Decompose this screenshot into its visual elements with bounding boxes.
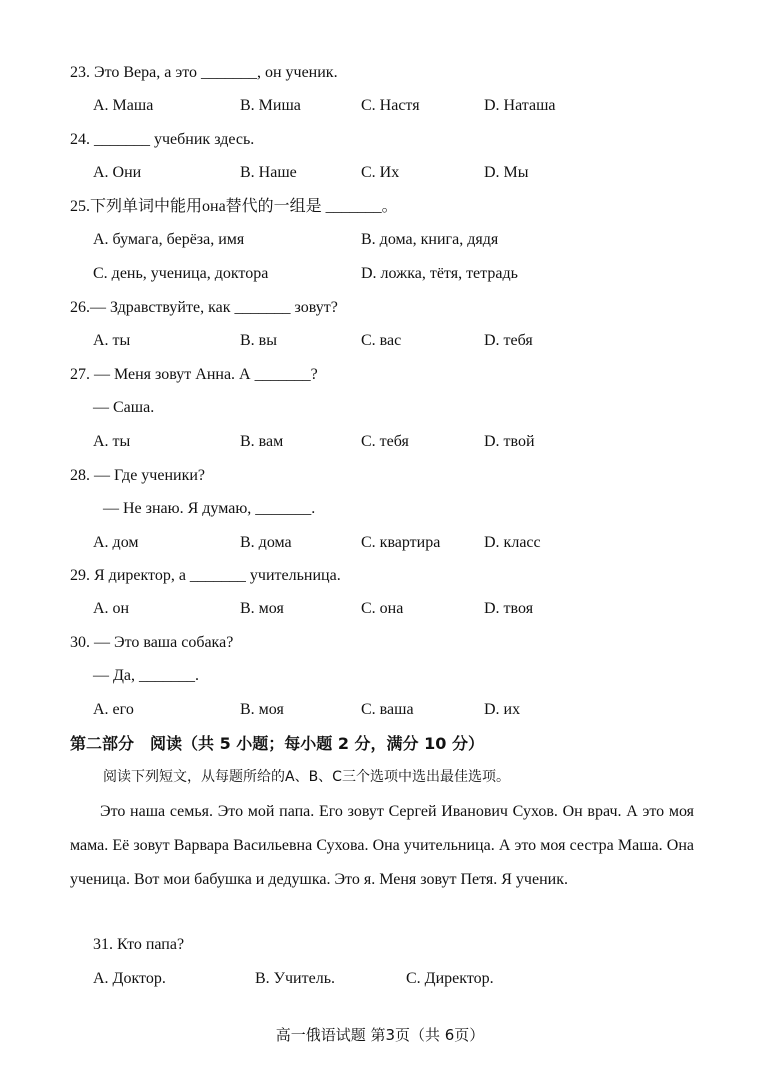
question-28-option-b: B. дома [240,534,292,551]
page-footer: 高一俄语试题 第3页（共 6页） [275,1026,485,1044]
question-25-stem: 25.下列单词中能用она替代的一组是 _______。 [70,198,398,215]
question-28-option-d: D. класс [484,534,541,551]
question-23-stem: 23. Это Вера, а это _______, он ученик. [70,64,338,81]
question-23-option-d: D. Наташа [484,97,556,114]
question-25-option-b: B. дома, книга, дядя [361,231,499,248]
question-28-option-c: C. квартира [361,534,441,551]
reading-passage-text: Это наша семья. Это мой папа. Его зовут Сергей Иванович Сухов. Он врач. А это моя мама. Её зовут Варвара Васильевна Сухова. Она учительница. А это моя сестра Маша. Она ученица. Вот мои бабушка и дедушка. Это я. Меня зовут Петя. Я ученик. [70,803,694,888]
question-31-option-a: A. Доктор. [93,970,166,987]
question-25-option-d: D. ложка, тётя, тетрадь [361,265,518,282]
question-28-reply: — Не знаю. Я думаю, _______. [103,500,316,517]
question-27-stem: 27. — Меня зовут Анна. А _______? [70,366,318,383]
question-31-stem: 31. Кто папа? [93,936,185,953]
question-29-stem: 29. Я директор, а _______ учительница. [70,567,341,584]
question-27-option-a: A. ты [93,433,131,450]
question-25-option-a: A. бумага, берёза, имя [93,231,245,248]
question-26-option-b: B. вы [240,332,277,349]
question-24-option-d: D. Мы [484,164,529,181]
question-30-option-d: D. их [484,701,521,718]
question-26-stem: 26.— Здравствуйте, как _______ зовут? [70,299,338,316]
question-24-option-c: C. Их [361,164,400,181]
question-26-option-c: C. вас [361,332,402,349]
question-30-option-b: B. моя [240,701,284,718]
question-28-option-a: A. дом [93,534,139,551]
section-2-heading: 第二部分 阅读（共 5 小题；每小题 2 分，满分 10 分） [70,734,484,753]
question-24-stem: 24. _______ учебник здесь. [70,131,255,148]
reading-passage [70,795,694,897]
question-23-option-c: C. Настя [361,97,420,114]
question-29-option-c: C. она [361,600,404,617]
question-30-option-a: A. его [93,701,134,718]
question-26-option-d: D. тебя [484,332,533,349]
question-29-option-d: D. твоя [484,600,534,617]
question-23-option-a: A. Маша [93,97,154,114]
question-30-option-c: C. ваша [361,701,414,718]
question-29-option-a: A. он [93,600,130,617]
question-27-option-d: D. твой [484,433,535,450]
question-24-option-a: A. Они [93,164,142,181]
question-27-option-c: C. тебя [361,433,409,450]
question-30-stem: 30. — Это ваша собака? [70,634,234,651]
question-26-option-a: A. ты [93,332,131,349]
question-31-option-b: B. Учитель. [255,970,335,987]
question-29-option-b: B. моя [240,600,284,617]
question-27-option-b: B. вам [240,433,284,450]
question-25-option-c: C. день, ученица, доктора [93,265,269,282]
section-2-instruction: 阅读下列短文，从每题所给的A、B、C三个选项中选出最佳选项。 [103,769,510,785]
question-31-option-c: C. Директор. [406,970,494,987]
question-24-option-b: B. Наше [240,164,297,181]
question-30-reply: — Да, _______. [93,667,200,684]
question-27-reply: — Саша. [93,399,155,416]
question-23-option-b: B. Миша [240,97,301,114]
question-28-stem: 28. — Где ученики? [70,467,205,484]
